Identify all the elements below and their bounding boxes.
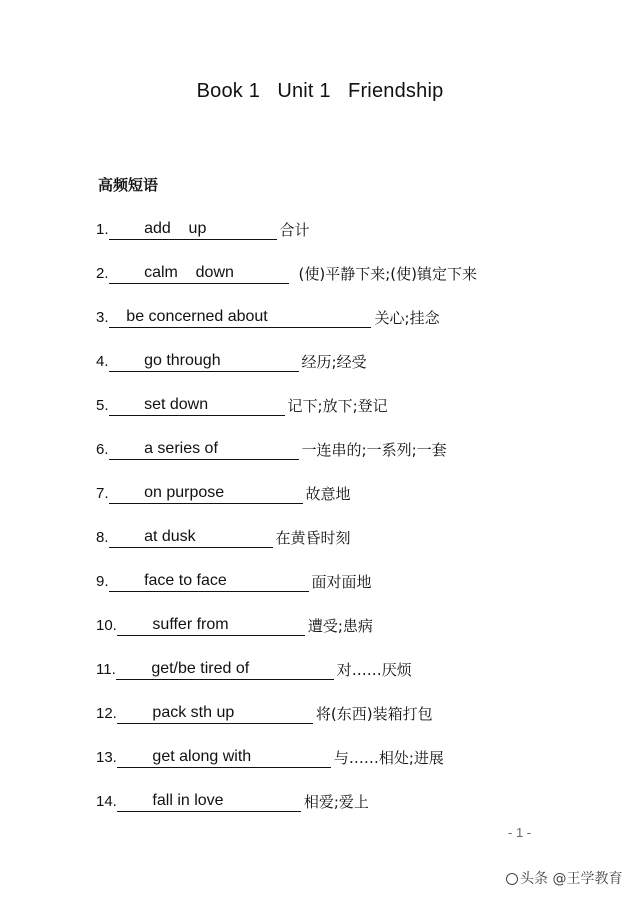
item-meaning: 与……相处;进展 <box>333 749 444 767</box>
watermark-logo-icon <box>506 873 518 885</box>
item-meaning: 一连串的;一系列;一套 <box>301 441 447 459</box>
item-meaning: 故意地 <box>305 485 351 503</box>
document-title: Book 1 Unit 1 Friendship <box>196 80 444 102</box>
phrase-blank: be concerned about <box>109 307 371 328</box>
phrase-blank: get/be tired of <box>116 659 334 680</box>
item-number: 9. <box>96 573 109 590</box>
phrase-blank: suffer from <box>117 615 305 636</box>
phrase-item <box>96 742 444 768</box>
item-number: 10. <box>96 617 117 634</box>
phrase-blank: get along with <box>117 747 331 768</box>
section-heading: 高频短语 <box>98 176 159 194</box>
item-number: 13. <box>96 749 117 766</box>
phrase-blank: fall in love <box>117 791 301 812</box>
item-meaning: 遭受;患病 <box>307 617 373 635</box>
item-meaning: 关心;挂念 <box>374 309 440 327</box>
phrase-item <box>96 390 388 416</box>
phrase-item <box>96 346 367 372</box>
item-number: 7. <box>96 485 109 502</box>
watermark <box>506 868 622 888</box>
item-meaning: 合计 <box>279 221 310 239</box>
phrase-item <box>96 698 433 724</box>
watermark-text: 头条 @王学教育 <box>520 871 623 887</box>
phrase-blank: set down <box>109 395 285 416</box>
phrase-item <box>96 566 372 592</box>
item-number: 12. <box>96 705 117 722</box>
item-number: 5. <box>96 397 109 414</box>
phrase-item <box>96 258 477 284</box>
item-number: 14. <box>96 793 117 810</box>
phrase-blank: pack sth up <box>117 703 313 724</box>
item-number: 4. <box>96 353 109 370</box>
phrase-item <box>96 434 447 460</box>
phrase-blank: calm down <box>109 263 289 284</box>
item-number: 2. <box>96 265 109 282</box>
item-number: 8. <box>96 529 109 546</box>
phrase-item <box>96 478 351 504</box>
phrase-item <box>96 610 373 636</box>
phrase-item <box>96 302 440 328</box>
item-meaning: 在黄昏时刻 <box>275 529 351 547</box>
page-number: - 1 - <box>508 825 532 840</box>
phrase-blank: on purpose <box>109 483 303 504</box>
phrase-item <box>96 786 369 812</box>
item-meaning: 将(东西)装箱打包 <box>315 705 433 723</box>
item-meaning: (使)平静下来;(使)镇定下来 <box>298 265 477 283</box>
phrase-item <box>96 654 412 680</box>
item-number: 6. <box>96 441 109 458</box>
phrase-blank: face to face <box>109 571 309 592</box>
phrase-blank: add up <box>109 219 277 240</box>
item-meaning: 记下;放下;登记 <box>287 397 388 415</box>
phrase-blank: a series of <box>109 439 299 460</box>
phrase-item <box>96 522 351 548</box>
item-number: 1. <box>96 221 109 238</box>
phrase-blank: at dusk <box>109 527 273 548</box>
item-meaning: 经历;经受 <box>301 353 367 371</box>
item-number: 11. <box>96 661 116 678</box>
item-meaning: 相爱;爱上 <box>303 793 369 811</box>
item-number: 3. <box>96 309 109 326</box>
phrase-item <box>96 214 310 240</box>
item-meaning: 对……厌烦 <box>336 661 412 679</box>
phrase-blank: go through <box>109 351 299 372</box>
item-meaning: 面对面地 <box>311 573 372 591</box>
